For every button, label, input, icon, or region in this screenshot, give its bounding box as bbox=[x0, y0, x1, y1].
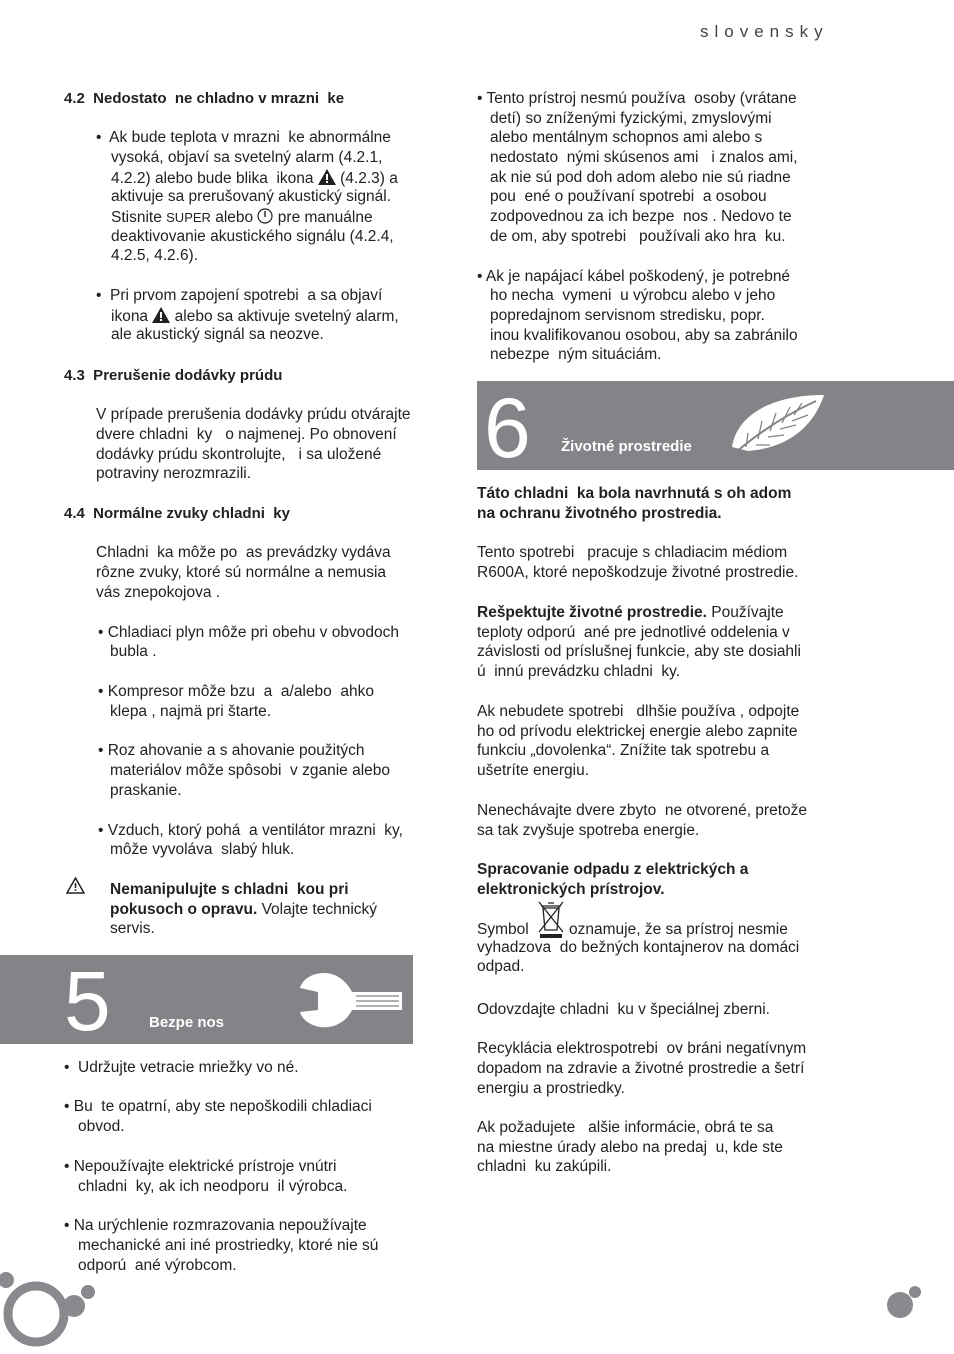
heading-4-4: 4.4 Normálne zvuky chladni ky bbox=[64, 505, 290, 522]
text-line: chladni ky, ak ich neodporu il výrobca. bbox=[78, 1178, 348, 1195]
text-line: Chladni ka môže po as prevádzky vydáva bbox=[96, 544, 391, 561]
text-line: ú innú prevádzku chladni ky. bbox=[477, 663, 681, 680]
text-line: na miestne úrady alebo na predaj u, kde ste bbox=[477, 1139, 783, 1156]
text-fragment: Rešpektujte životné prostredie. bbox=[477, 604, 707, 621]
text-line: dvere chladni ky o najmenej. Po obnovení bbox=[96, 426, 397, 443]
text-line: • Kompresor môže bzu a a/alebo ahko bbox=[98, 683, 374, 700]
text-line: sa tak zvyšuje spotreba energie. bbox=[477, 822, 700, 839]
text-fragment: (4.2.3) a bbox=[335, 170, 398, 187]
text-line-with-icon bbox=[111, 169, 398, 188]
heading-4-3: 4.3 Prerušenie dodávky prúdu bbox=[64, 367, 283, 384]
text-line: • Tento prístroj nesmú používa osoby (vrátane bbox=[477, 90, 797, 107]
text-line: detí) so zníženými fyzickými, zmyslovými bbox=[490, 110, 772, 127]
text-line: môže vyvoláva slabý hluk. bbox=[110, 841, 295, 858]
text-line: Nemanipulujte s chladni kou pri bbox=[110, 881, 349, 898]
decorative-circles bbox=[884, 1283, 924, 1323]
text-fragment: alebo sa aktivuje svetelný alarm, bbox=[170, 308, 399, 325]
text-line bbox=[110, 901, 377, 919]
text-line: popredajnom servisnom stredisku, popr. bbox=[490, 307, 765, 324]
text-line: • Nepoužívajte elektrické prístroje vnútri bbox=[64, 1158, 337, 1175]
text-line: vás znepokojova . bbox=[96, 584, 221, 601]
text-fragment: pre manuálne bbox=[273, 209, 373, 226]
text-line: potraviny nerozmrazili. bbox=[96, 465, 252, 482]
text-fragment: Stisnite bbox=[111, 209, 167, 226]
text-line: bubla . bbox=[110, 643, 157, 660]
text-line: elektronických prístrojov. bbox=[477, 881, 665, 898]
section-title: Životné prostredie bbox=[561, 438, 692, 455]
text-line: oznamuje, že sa prístroj nesmie bbox=[569, 921, 788, 938]
text-line: • Pri prvom zapojení spotrebi a sa objaví bbox=[96, 287, 383, 304]
text-line: praskanie. bbox=[110, 782, 182, 799]
text-line: ak nie sú pod doh adom alebo nie sú riadne bbox=[490, 169, 791, 186]
text-line: Tento spotrebi pracuje s chladiacim médiom bbox=[477, 544, 788, 561]
text-line: na ochranu životného prostredia. bbox=[477, 505, 722, 522]
text-line: ho od prívodu elektrickej energie alebo zapnite bbox=[477, 723, 798, 740]
text-line: ušetríte energiu. bbox=[477, 762, 590, 779]
text-line bbox=[477, 604, 784, 622]
text-line: Symbol bbox=[477, 921, 529, 938]
text-line: • Vzduch, ktorý pohá a ventilátor mrazni ky, bbox=[98, 822, 403, 839]
text-line: klepa , najmä pri štarte. bbox=[110, 703, 272, 720]
text-line: odpad. bbox=[477, 958, 525, 975]
text-line: Recyklácia elektrospotrebi ov bráni negatívnym bbox=[477, 1040, 807, 1057]
text-line: obvod. bbox=[78, 1118, 125, 1135]
text-line: pou ené o používaní spotrebi a osobou bbox=[490, 188, 767, 205]
super-label: SUPER bbox=[166, 210, 211, 225]
text-line: chladni ku zakúpili. bbox=[477, 1158, 612, 1175]
text-line: inou kvalifikovanou osobou, aby sa zabránilo bbox=[490, 327, 798, 344]
text-fragment: Používajte bbox=[706, 604, 784, 621]
text-line: nebezpe ným situáciám. bbox=[490, 346, 662, 363]
text-line: R600A, ktoré nepoškodzuje životné prostredie. bbox=[477, 564, 799, 581]
decorative-circles bbox=[0, 1262, 100, 1354]
heading-4-2: 4.2 Nedostato ne chladno v mrazni ke bbox=[64, 90, 345, 107]
text-line: materiálov môže spôsobi v zganie alebo bbox=[110, 762, 391, 779]
text-line: V prípade prerušenia dodávky prúdu otvárajte bbox=[96, 406, 411, 423]
text-line: nedostato nými skúsenos ami i znalos ami, bbox=[490, 149, 798, 166]
crossed-bin-icon bbox=[537, 900, 565, 940]
text-line: • Roz ahovanie a s ahovanie použitých bbox=[98, 742, 365, 759]
text-line: 4.2.5, 4.2.6). bbox=[111, 247, 199, 264]
text-line: de om, aby spotrebi používali ako hra ku. bbox=[490, 228, 786, 245]
warning-triangle-icon bbox=[318, 169, 336, 185]
section-number: 5 bbox=[64, 954, 111, 1048]
text-line: ho necha vymeni u výrobcu alebo v jeho bbox=[490, 287, 776, 304]
text-line: Ak požadujete alšie informácie, obrá te sa bbox=[477, 1119, 774, 1136]
text-line: aktivuje sa prerušovaný akustický signál. bbox=[111, 188, 391, 205]
warning-triangle-icon bbox=[66, 877, 85, 894]
text-fragment: ikona bbox=[111, 308, 153, 325]
text-line-with-icon bbox=[111, 307, 399, 326]
text-line: vysoká, objaví sa svetelný alarm (4.2.1, bbox=[111, 149, 383, 166]
text-line: deaktivovanie akustického signálu (4.2.4, bbox=[111, 228, 394, 245]
text-line: závislosti od príslušnej funkcie, aby ste dosiahli bbox=[477, 643, 801, 660]
section-6-band bbox=[477, 381, 954, 470]
text-line: • Ak bude teplota v mrazni ke abnormálne bbox=[96, 129, 391, 146]
text-line-with-icon bbox=[111, 208, 373, 227]
text-line: servis. bbox=[110, 920, 155, 937]
text-line: • Na urýchlenie rozmrazovania nepoužívajte bbox=[64, 1217, 367, 1234]
text-line: dopadom na zdravie a životné prostredie a šetrí bbox=[477, 1060, 805, 1077]
section-title: Bezpe nos bbox=[149, 1014, 225, 1031]
text-fragment: alebo bbox=[210, 209, 258, 226]
section-number: 6 bbox=[484, 381, 531, 475]
warning-triangle-icon bbox=[152, 307, 170, 323]
text-line: ale akustický signál sa neozve. bbox=[111, 326, 324, 343]
text-line: • Ak je napájací kábel poškodený, je potrebné bbox=[477, 268, 791, 285]
text-line: Nenechávajte dvere zbyto ne otvorené, pretože bbox=[477, 802, 808, 819]
text-line: alebo mentálnym schopnos ami alebo s bbox=[490, 129, 763, 146]
language-label: slovensky bbox=[700, 22, 829, 41]
power-icon bbox=[257, 208, 273, 224]
text-fragment: Volajte technický bbox=[257, 901, 378, 918]
leaf-icon bbox=[726, 389, 826, 461]
text-line: zodpovednou za ich bezpe nos . Nedovo te bbox=[490, 208, 792, 225]
text-line: • Bu te opatrní, aby ste nepoškodili chladiaci bbox=[64, 1098, 372, 1115]
text-line: • Chladiaci plyn môže pri obehu v obvodoch bbox=[98, 624, 399, 641]
text-line: Táto chladni ka bola navrhnutá s oh adom bbox=[477, 485, 792, 502]
text-line: • Udržujte vetracie mriežky vo né. bbox=[64, 1059, 299, 1076]
text-line: funkciu „dovolenka“. Znížite tak spotrebu a bbox=[477, 742, 770, 759]
text-line: rôzne zvuky, ktoré sú normálne a nemusia bbox=[96, 564, 387, 581]
text-fragment: 4.2.2) alebo bude blika ikona bbox=[111, 170, 318, 187]
text-line: teploty odporú ané pre jednotlivé oddelenia v bbox=[477, 624, 790, 641]
text-line: dodávky prúdu skontrolujte, i sa uložené bbox=[96, 446, 382, 463]
text-line: Ak nebudete spotrebi dlhšie používa , odpojte bbox=[477, 703, 800, 720]
text-line: odporú ané výrobcom. bbox=[78, 1257, 237, 1274]
text-line: Odovzdajte chladni ku v špeciálnej zberni. bbox=[477, 1001, 770, 1018]
text-fragment: pokusoch o opravu. bbox=[110, 901, 258, 918]
text-line: mechanické ani iné prostriedky, ktoré nie sú bbox=[78, 1237, 379, 1254]
text-line: Spracovanie odpadu z elektrických a bbox=[477, 861, 749, 878]
text-line: energiu a prostriedky. bbox=[477, 1080, 625, 1097]
wrench-icon bbox=[296, 970, 406, 1030]
text-line: vyhadzova do bežných kontajnerov na domáci bbox=[477, 939, 800, 956]
